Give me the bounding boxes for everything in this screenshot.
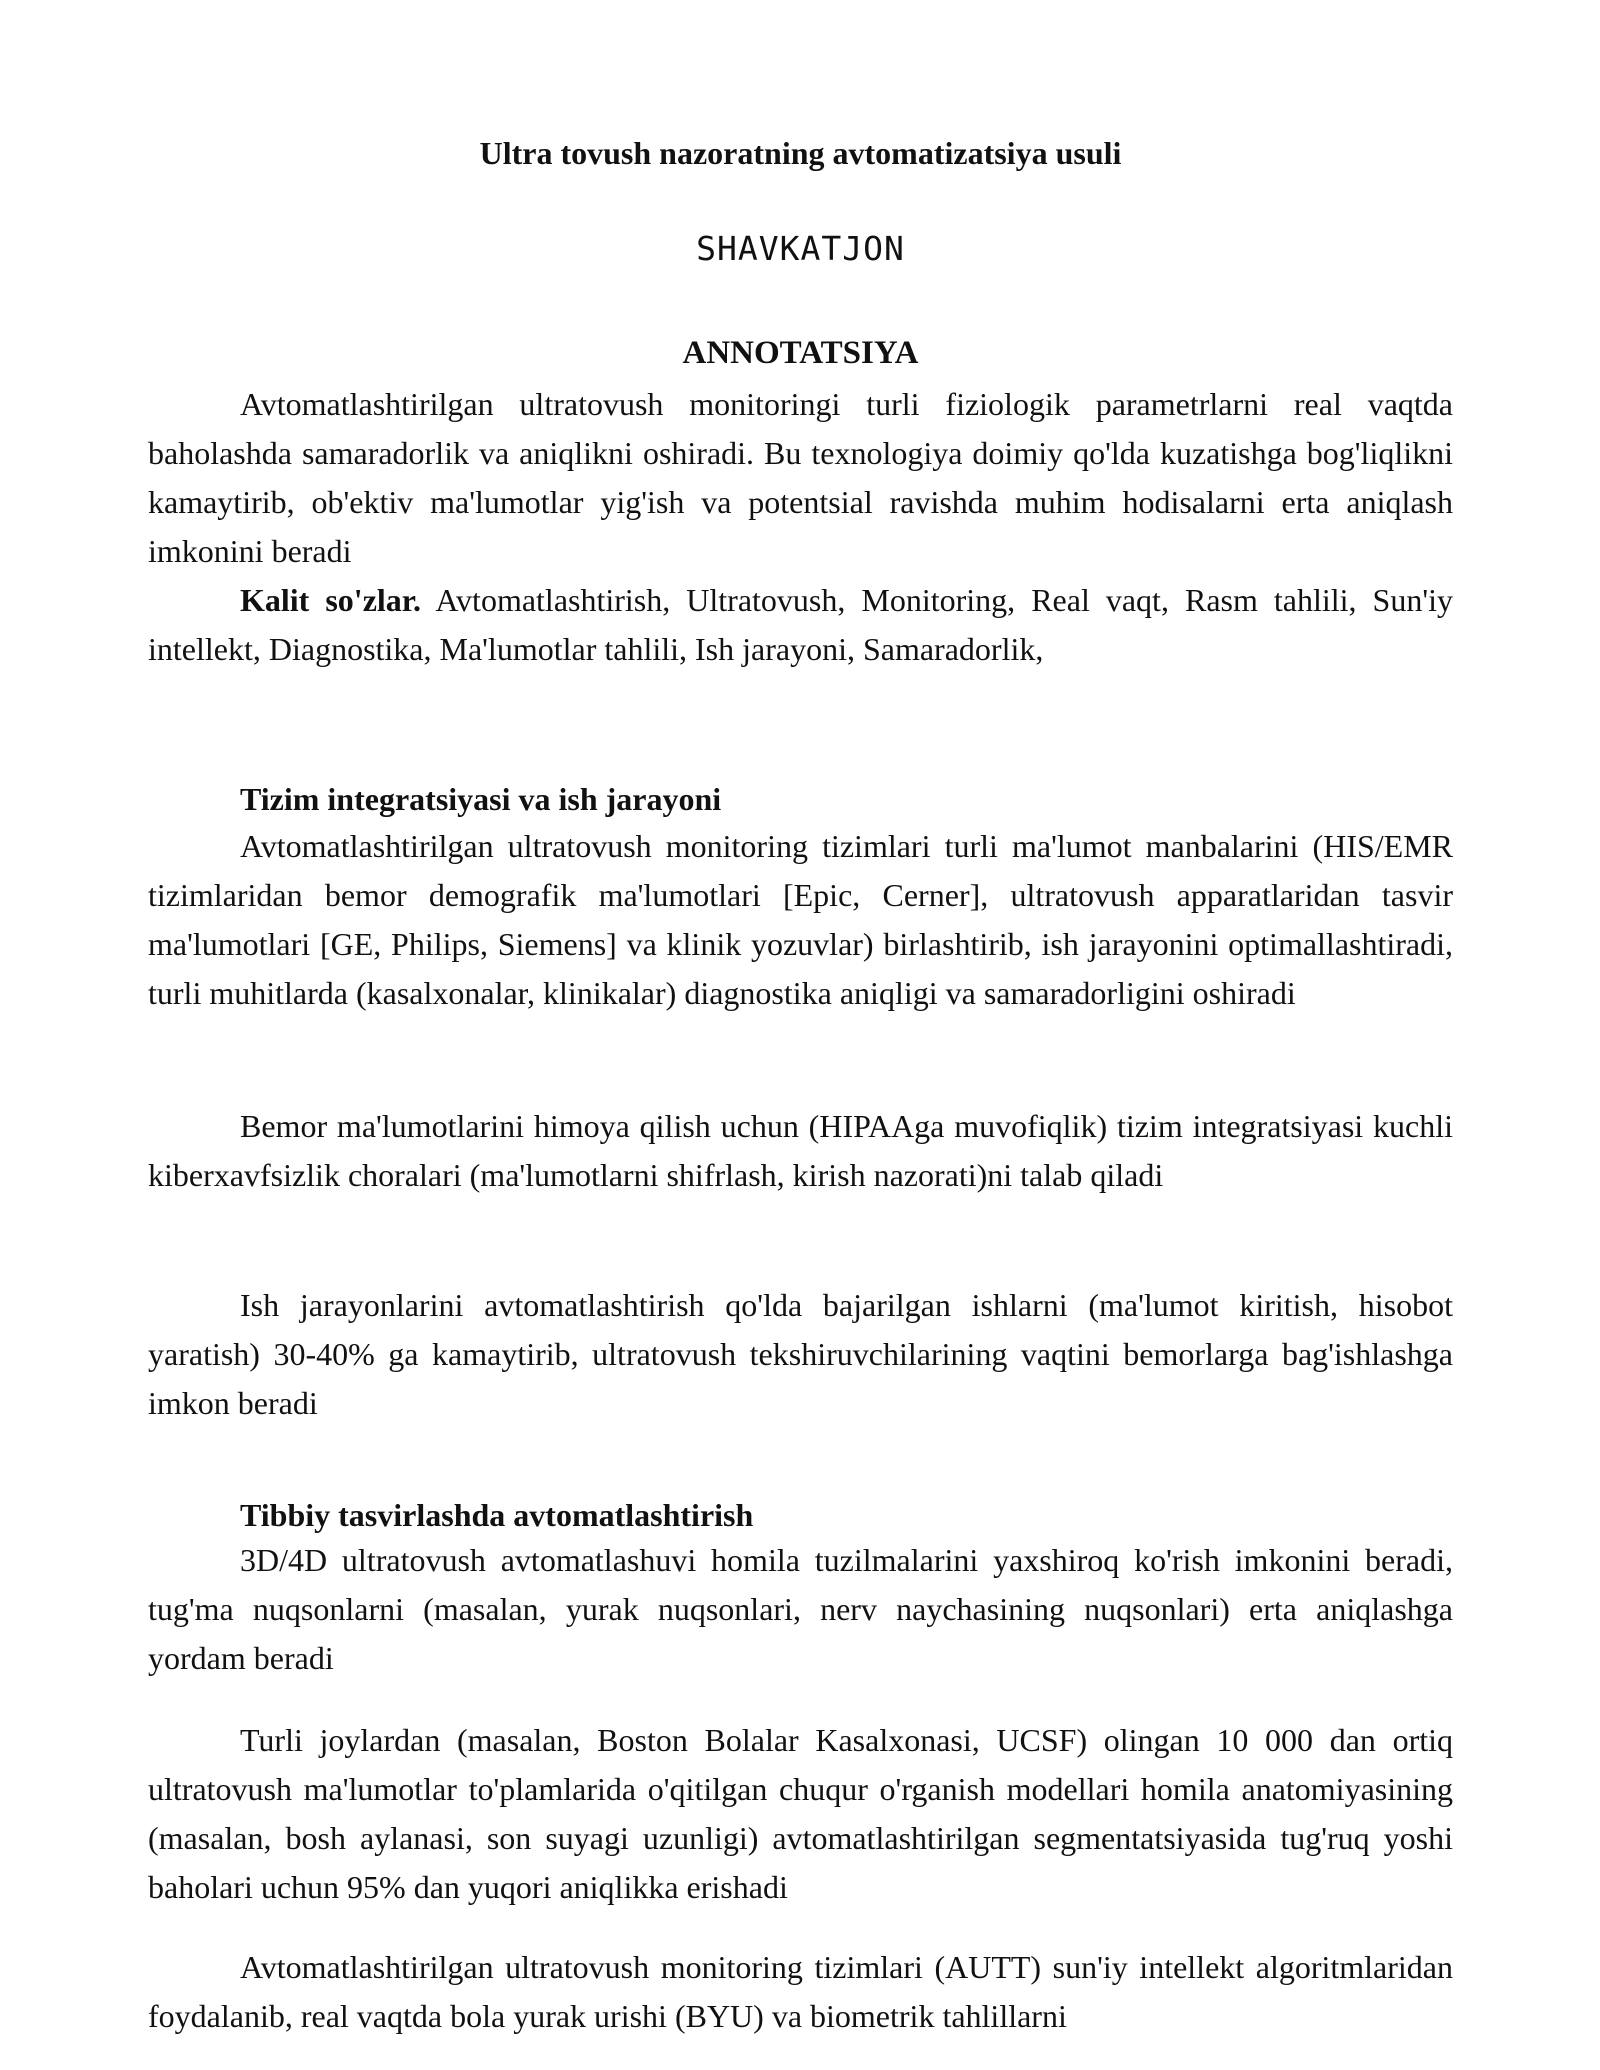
paragraph-integration-2: Bemor ma'lumotlarini himoya qilish uchun (HIPAAga muvofiqlik) tizim integratsiyasi kuchli kiberxavfsizlik choralari (ma'lumotlarni shifrlash, kirish nazorati)ni talab qiladi [148, 1108, 1453, 1193]
annotation-heading: ANNOTATSIYA [682, 335, 919, 371]
author-name: SHAVKATJON [696, 229, 905, 268]
paragraph-integration-1: Avtomatlashtirilgan ultratovush monitoring tizimlari turli ma'lumot manbalarini (HIS/EMR tizimlaridan bemor demografik ma'lumotlari [Epic, Cerner], ultratovush apparatlaridan tasvir ma'lumotlari [GE, Philips, Siemens] va klinik yozuvlar) birlashtirib, ish jarayonini optimallashtiradi, turli muhitlarda (kasalxonalar, klinikalar) diagnostika aniqligi va samaradorligini oshiradi [148, 828, 1453, 1011]
paragraph-imaging-2: Turli joylardan (masalan, Boston Bolalar Kasalxonasi, UCSF) olingan 10 000 dan ortiq ultratovush ma'lumotlar to'plamlarida o'qitilgan chuqur o'rganish modellari homila anatomiyasining (masalan, bosh aylanasi, son suyagi uzunligi) avtomatlashtirilgan segmentatsiyasida tug'ruq yoshi baholari uchun 95% dan yuqori aniqlikka erishadi [148, 1722, 1453, 1905]
keywords-label: Kalit so'zlar. [240, 582, 422, 618]
paragraph-imaging-1: 3D/4D ultratovush avtomatlashuvi homila tuzilmalarini yaxshiroq ko'rish imkonini beradi, tug'ma nuqsonlarni (masalan, yurak nuqsonlari, nerv naychasining nuqsonlari) erta aniqlashga yordam beradi [148, 1542, 1453, 1676]
annotation-paragraph: Avtomatlashtirilgan ultratovush monitoringi turli fiziologik parametrlarni real vaqtda baholashda samaradorlik va aniqlikni oshiradi. Bu texnologiya doimiy qo'lda kuzatishga bog'liqlikni kamaytirib, ob'ektiv ma'lumotlar yig'ish va potentsial ravishda muhim hodisalarni erta aniqlash imkonini beradi [148, 386, 1453, 569]
paragraph-integration-3: Ish jarayonlarini avtomatlashtirish qo'lda bajarilgan ishlarni (ma'lumot kiritish, hisobot yaratish) 30-40% ga kamaytirib, ultratovush tekshiruvchilarining vaqtini bemorlarga bag'ishlashga imkon beradi [148, 1287, 1453, 1421]
keywords-text: Avtomatlashtirish, Ultratovush, Monitoring, Real vaqt, Rasm tahlili, Sun'iy intellekt, Diagnostika, Ma'lumotlar tahlili, Ish jarayoni, Samaradorlik, [148, 582, 1454, 667]
document-title: Ultra tovush nazoratning avtomatizatsiya usuli [479, 135, 1122, 171]
section-heading-imaging: Tibbiy tasvirlashda avtomatlashtirish [240, 1497, 754, 1533]
keywords-paragraph [148, 576, 1453, 674]
section-heading-integration: Tizim integratsiyasi va ish jarayoni [240, 781, 722, 817]
paragraph-imaging-3: Avtomatlashtirilgan ultratovush monitoring tizimlari (AUTT) sun'iy intellekt algoritmlaridan foydalanib, real vaqtda bola yurak urishi (BYU) va biometrik tahlillarni [148, 1949, 1453, 2034]
